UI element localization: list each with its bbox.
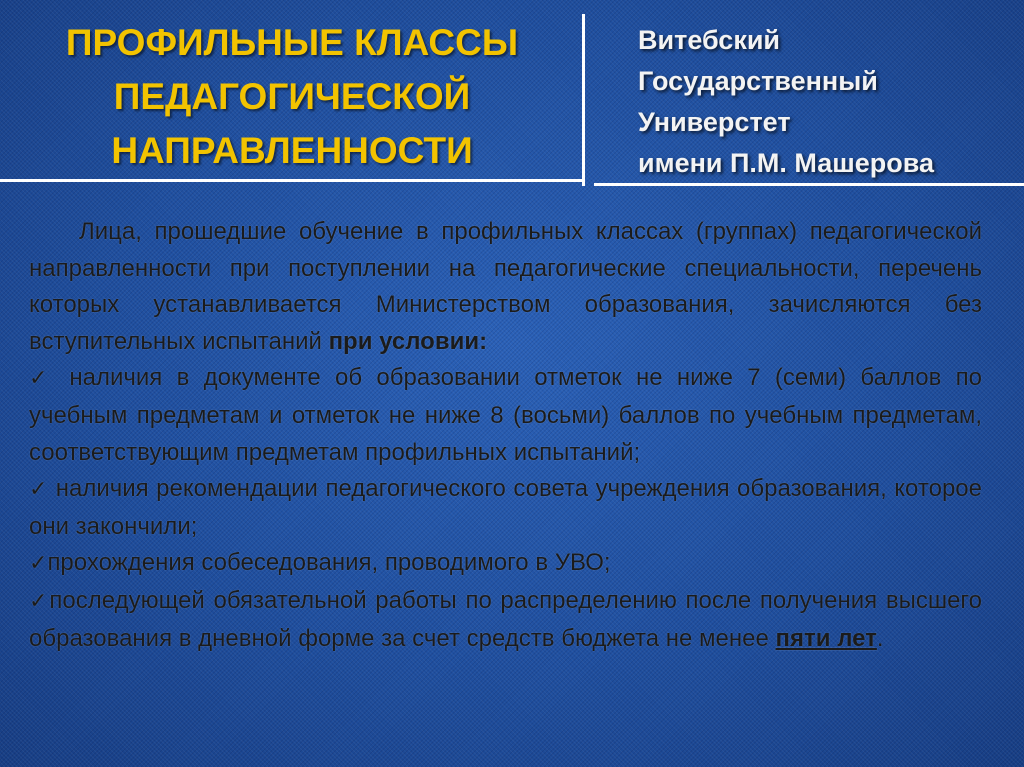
checkmark-icon: ✓	[29, 551, 48, 577]
title-divider	[0, 179, 584, 182]
bullet-item-3	[29, 545, 982, 583]
intro-emphasis: при условии:	[328, 327, 488, 355]
university-line-4: имени П.М. Машерова	[638, 148, 934, 178]
checkmark-icon: ✓	[29, 588, 50, 614]
bullet-item-1	[29, 360, 982, 471]
bullet-item-4	[29, 583, 982, 657]
bullet-text-1: наличия в документе об образовании отметок не ниже 7 (семи) баллов по учебным предметам и отметок не ниже 8 (восьми) баллов по учебным предметам, соответствующим предметам профильных испытаний;	[29, 364, 982, 466]
bullet-text-2: наличия рекомендации педагогического совета учреждения образования, которое они закончили;	[29, 475, 982, 540]
title-line-3: НАПРАВЛЕННОСТИ	[111, 130, 473, 171]
university-line-2: Государственный	[638, 66, 878, 96]
slide-title	[20, 16, 564, 178]
university-line-1: Витебский	[638, 25, 781, 55]
checkmark-icon: ✓	[29, 366, 56, 392]
title-line-1: ПРОФИЛЬНЫЕ КЛАССЫ	[65, 22, 519, 63]
bullet-item-2	[29, 471, 982, 545]
university-line-3: Универстет	[638, 107, 791, 137]
vertical-divider	[582, 14, 585, 186]
bullet-text-3: прохождения собеседования, проводимого в УВО;	[47, 549, 611, 577]
checkmark-icon: ✓	[29, 477, 49, 503]
bullet-emphasis-4: пяти лет	[775, 624, 877, 652]
intro-paragraph	[29, 214, 982, 360]
body-text	[29, 214, 982, 657]
bullet-tail-4: .	[876, 624, 884, 652]
title-line-2: ПЕДАГОГИЧЕСКОЙ	[113, 76, 471, 117]
intro-text: Лица, прошедшие обучение в профильных классах (группах) педагогической направленности при поступлении на педагогические специальности, перечень которых устанавливается Министерством образования, зачисляются без вступительных испытаний	[29, 218, 982, 355]
university-name	[638, 20, 1018, 184]
bullet-text-4: последующей обязательной работы по распределению после получения высшего образования в дневной форме за счет средств бюджета не менее	[29, 586, 982, 652]
